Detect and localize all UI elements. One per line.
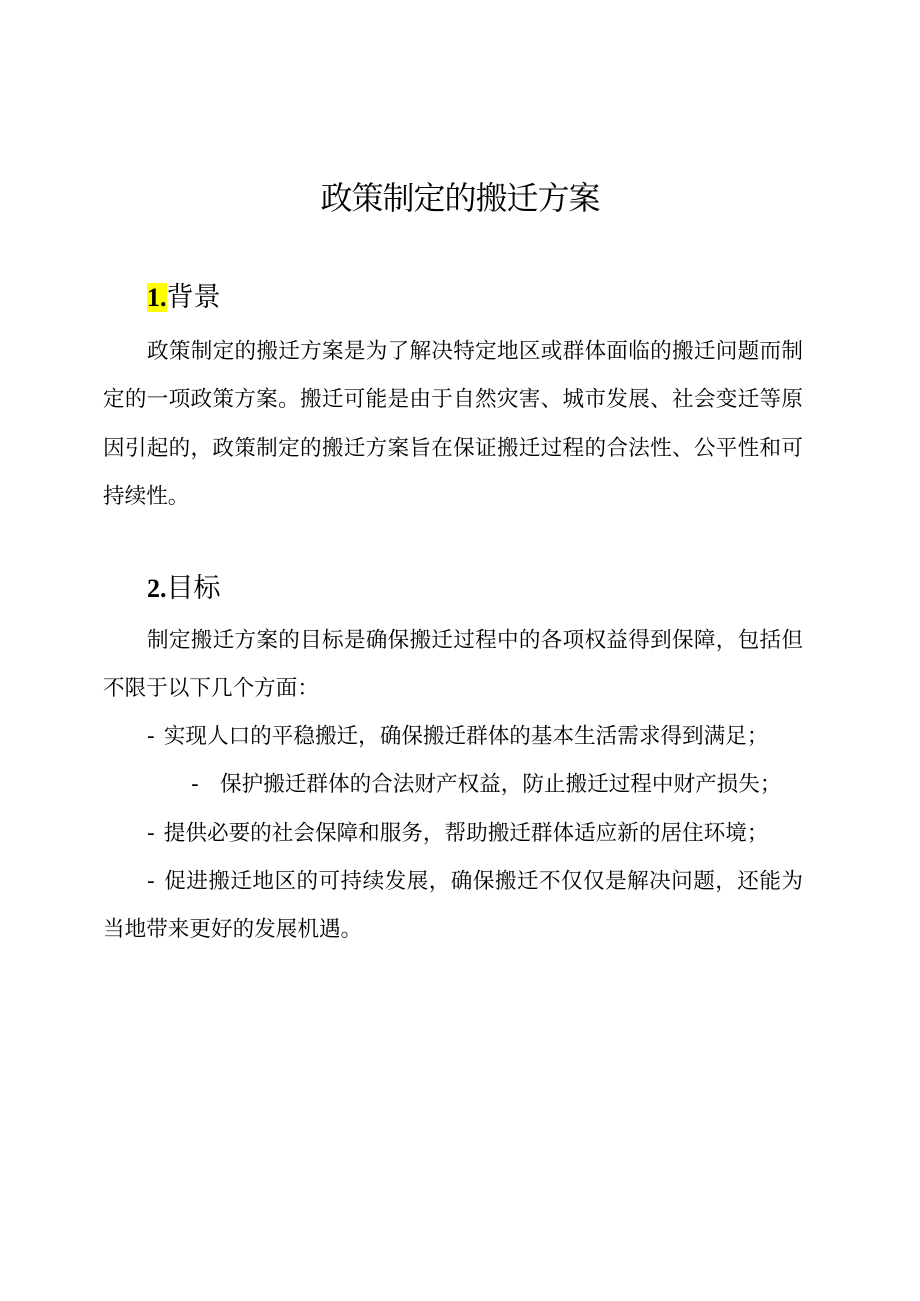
section-number: 2. <box>147 574 167 603</box>
list-item-text: 实现人口的平稳搬迁，确保搬迁群体的基本生活需求得到满足； <box>163 724 769 749</box>
list-item-text: 提供必要的社会保障和服务，帮助搬迁群体适应新的居住环境； <box>163 820 769 846</box>
page-title: 政策制定的搬迁方案 <box>320 179 600 217</box>
list-item-text: 促进搬迁地区的可持续发展，确保搬迁不仅仅是解决问题，还能为当地带来更好的发展机遇。 <box>103 868 803 943</box>
list-item <box>103 810 803 858</box>
bullet-marker: - <box>191 772 199 798</box>
list-item <box>103 858 803 955</box>
background-paragraph: 政策制定的搬迁方案是为了解决特定地区或群体面临的搬迁问题而制定的一项政策方案。搬迁可能是由于自然灾害、城市发展、社会变迁等原因引起的，政策制定的搬迁方案旨在保证搬迁过程的合法性、公平性和可持续性。 <box>103 339 803 509</box>
list-item-text: 保护搬迁群体的合法财产权益，防止搬迁过程中财产损失； <box>220 772 782 798</box>
section-heading-text: 背景 <box>166 282 221 313</box>
section-heading-background <box>147 278 221 318</box>
bullet-marker: - <box>147 820 155 846</box>
list-item <box>103 761 803 809</box>
section-heading-goals <box>147 569 221 609</box>
section-number-highlighted: 1. <box>147 283 167 312</box>
bullet-marker: - <box>147 724 155 749</box>
list-item <box>103 713 803 761</box>
section-heading-text: 目标 <box>166 573 221 604</box>
goals-list <box>103 713 803 954</box>
goals-paragraph: 制定搬迁方案的目标是确保搬迁过程中的各项权益得到保障，包括但不限于以下几个方面： <box>103 628 803 702</box>
bullet-marker: - <box>147 868 155 894</box>
